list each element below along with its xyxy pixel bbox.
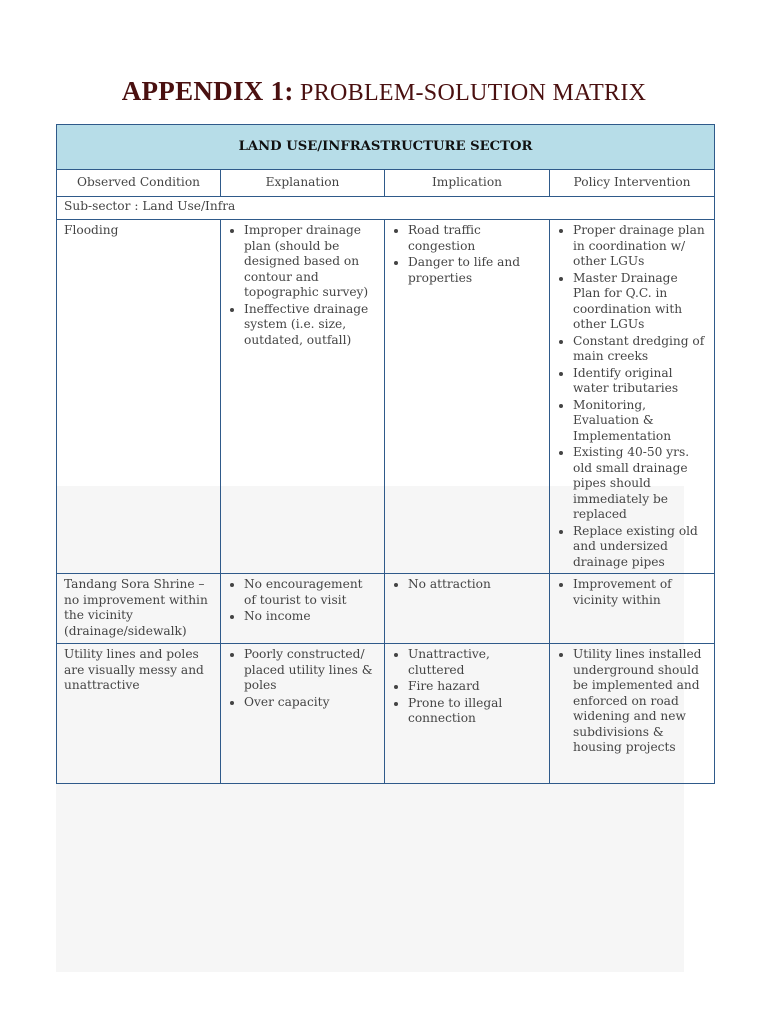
list-item: • Replace existing old and undersized drainage pipes [573,524,708,571]
table-row [57,220,715,574]
table-row [57,574,715,644]
table-row [57,644,715,784]
implication-cell [385,644,550,784]
list-item: • Existing 40-50 yrs. old small drainage pipes should immediately be replaced [573,445,708,523]
policy-cell [550,644,715,784]
sector-row [57,125,715,170]
header-row [57,170,715,197]
list-item: • Identify original water tributaries [573,366,708,397]
title-suffix: PROBLEM-SOLUTION MATRIX [300,80,647,106]
subsector-label: Sub-sector : Land Use/Infra [57,197,715,220]
list-item: • Master Drainage Plan for Q.C. in coordination with other LGUs [573,271,708,333]
header-observed-condition: Observed Condition [57,170,221,197]
header-policy-intervention: Policy Intervention [550,170,715,197]
list-item: • Monitoring, Evaluation & Implementation [573,398,708,445]
list-item: • No income [244,609,378,625]
title-prefix: APPENDIX 1: [121,76,294,106]
problem-solution-matrix [56,124,715,784]
list-item: • Proper drainage plan in coordination w/ other LGUs [573,223,708,270]
list-item: • Improper drainage plan (should be designed based on contour and topographic survey) [244,223,378,301]
list-item: • Road traffic congestion [408,223,543,254]
list-item: • Fire hazard [408,679,543,695]
list-item: • Improvement of vicinity within [573,577,708,608]
condition-cell: Tandang Sora Shrine – no improvement within the vicinity (drainage/sidewalk) [57,574,221,644]
list-item: • No encouragement of tourist to visit [244,577,378,608]
implication-cell [385,220,550,574]
list-item: • Unattractive, cluttered [408,647,543,678]
subsector-row [57,197,715,220]
policy-cell [550,220,715,574]
list-item: • Ineffective drainage system (i.e. size, outdated, outfall) [244,302,378,349]
explanation-cell [221,220,385,574]
explanation-cell [221,644,385,784]
list-item: • Prone to illegal connection [408,696,543,727]
policy-cell [550,574,715,644]
explanation-cell [221,574,385,644]
condition-cell: Utility lines and poles are visually messy and unattractive [57,644,221,784]
list-item: • No attraction [408,577,543,593]
implication-cell [385,574,550,644]
list-item: • Poorly constructed/ placed utility lines & poles [244,647,378,694]
header-explanation: Explanation [221,170,385,197]
list-item: • Constant dredging of main creeks [573,334,708,365]
condition-cell: Flooding [57,220,221,574]
list-item: • Danger to life and properties [408,255,543,286]
list-item: • Utility lines installed underground should be implemented and enforced on road widening and new subdivisions & housing projects [573,647,708,756]
list-item: • Over capacity [244,695,378,711]
header-implication: Implication [385,170,550,197]
sector-heading: LAND USE/INFRASTRUCTURE SECTOR [57,125,715,170]
page-title [0,76,768,107]
